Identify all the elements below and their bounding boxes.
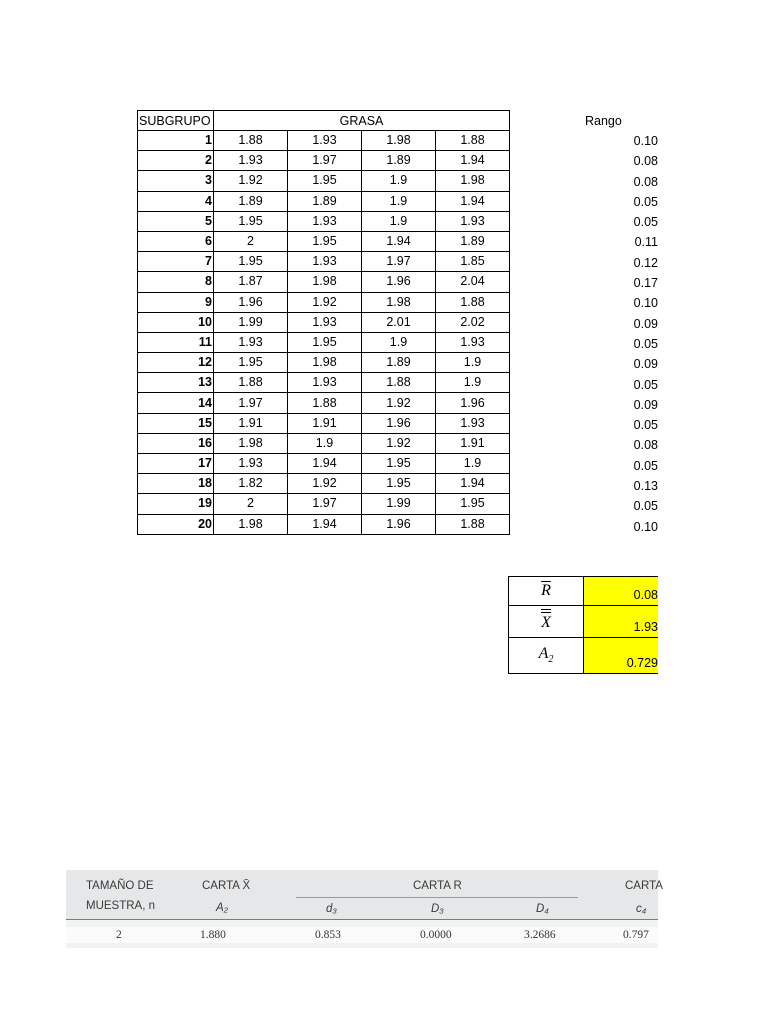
table-row: [138, 494, 510, 514]
grasa-cell[interactable]: 1.91: [288, 413, 362, 433]
subgroup-number[interactable]: 5: [138, 211, 214, 231]
grasa-cell[interactable]: 1.98: [436, 171, 510, 191]
table-row: [138, 312, 510, 332]
rango-value[interactable]: 0.17: [633, 276, 658, 291]
rango-value[interactable]: 0.08: [633, 174, 658, 189]
grasa-cell[interactable]: 1.94: [288, 514, 362, 534]
grasa-cell[interactable]: 1.92: [362, 393, 436, 413]
table-row: [138, 332, 510, 352]
rango-value[interactable]: 0.08: [633, 154, 658, 169]
subgroup-number[interactable]: 18: [138, 474, 214, 494]
grasa-data-table: [137, 110, 510, 535]
grasa-cell[interactable]: 1.89: [288, 191, 362, 211]
summary-table: [508, 576, 658, 674]
grasa-cell[interactable]: 1.9: [362, 191, 436, 211]
reference-constants-image: [66, 870, 663, 948]
grasa-cell[interactable]: 1.88: [436, 131, 510, 151]
grasa-cell[interactable]: 1.95: [214, 353, 288, 373]
rango-value[interactable]: 0.12: [633, 255, 658, 270]
grasa-cell[interactable]: 1.89: [436, 231, 510, 251]
ref-col1-line1: TAMAÑO DE: [86, 880, 154, 892]
rango-value[interactable]: 0.10: [633, 296, 658, 311]
subgroup-number[interactable]: 13: [138, 373, 214, 393]
table-row: [138, 272, 510, 292]
table-row: [138, 171, 510, 191]
ref-r1-D4: 3.2686: [524, 929, 556, 941]
grasa-cell[interactable]: 1.95: [362, 474, 436, 494]
grasa-cell[interactable]: 1.89: [362, 151, 436, 171]
rango-value[interactable]: 0.05: [633, 458, 658, 473]
grasa-cell[interactable]: 2.04: [436, 272, 510, 292]
grasa-cell[interactable]: 1.9: [362, 332, 436, 352]
subgrupo-header: SUBGRUPO: [138, 111, 214, 131]
grasa-cell[interactable]: 1.95: [288, 171, 362, 191]
table-row: [138, 252, 510, 272]
grasa-cell[interactable]: 1.9: [288, 433, 362, 453]
grasa-cell[interactable]: 1.9: [436, 373, 510, 393]
grasa-cell[interactable]: 2: [214, 231, 288, 251]
rango-value[interactable]: 0.09: [633, 397, 658, 412]
grasa-cell[interactable]: 1.95: [362, 454, 436, 474]
ref-carta-r: CARTA R: [413, 880, 462, 892]
grasa-cell[interactable]: 2: [214, 494, 288, 514]
table-row: [138, 292, 510, 312]
grasa-cell[interactable]: 2.01: [362, 312, 436, 332]
rango-column: [560, 110, 658, 537]
subgroup-number[interactable]: 11: [138, 332, 214, 352]
grasa-cell[interactable]: 1.95: [288, 231, 362, 251]
ref-col1-line2: MUESTRA, n: [86, 900, 156, 912]
subgroup-number[interactable]: 10: [138, 312, 214, 332]
grasa-cell[interactable]: 1.88: [436, 514, 510, 534]
grasa-cell[interactable]: 1.93: [214, 454, 288, 474]
grasa-cell[interactable]: 1.92: [214, 171, 288, 191]
rango-value[interactable]: 0.05: [633, 499, 658, 514]
ref-carta-x: CARTA X̄: [202, 880, 251, 892]
ref-h-c4: c₄: [636, 903, 647, 915]
ref-h-d3: d₃: [326, 903, 337, 915]
grasa-cell[interactable]: 1.93: [214, 332, 288, 352]
subgroup-number[interactable]: 19: [138, 494, 214, 514]
grasa-cell[interactable]: 1.92: [288, 292, 362, 312]
table-row: [138, 514, 510, 534]
grasa-cell[interactable]: 1.95: [214, 211, 288, 231]
subgroup-number[interactable]: 4: [138, 191, 214, 211]
ref-h-D4: D₄: [536, 903, 549, 915]
ref-r1-a2: 1.880: [200, 929, 226, 941]
rango-value[interactable]: 0.05: [633, 418, 658, 433]
grasa-cell[interactable]: 1.88: [214, 373, 288, 393]
rango-value[interactable]: 0.08: [633, 438, 658, 453]
grasa-cell[interactable]: 1.88: [362, 373, 436, 393]
grasa-cell[interactable]: 1.95: [214, 252, 288, 272]
ref-h-a2: A₂: [216, 902, 229, 914]
table-row: [138, 373, 510, 393]
subgroup-number[interactable]: 9: [138, 292, 214, 312]
table-row: [138, 211, 510, 231]
a2-value[interactable]: 0.729: [584, 638, 659, 674]
grasa-cell[interactable]: 1.97: [288, 494, 362, 514]
grasa-cell[interactable]: 1.98: [362, 131, 436, 151]
grasa-cell[interactable]: 1.85: [436, 252, 510, 272]
ref-r1-D3: 0.0000: [420, 929, 452, 941]
grasa-cell[interactable]: 1.88: [214, 131, 288, 151]
subgroup-number[interactable]: 8: [138, 272, 214, 292]
subgroup-number[interactable]: 17: [138, 454, 214, 474]
grasa-cell[interactable]: 1.97: [362, 252, 436, 272]
grasa-cell[interactable]: 1.98: [288, 272, 362, 292]
subgroup-number[interactable]: 1: [138, 131, 214, 151]
xbar-symbol: X: [509, 606, 584, 638]
table-row: [138, 131, 510, 151]
grasa-cell[interactable]: 1.96: [214, 292, 288, 312]
grasa-cell[interactable]: 1.94: [288, 454, 362, 474]
grasa-cell[interactable]: 1.96: [362, 272, 436, 292]
grasa-cell[interactable]: 1.95: [288, 332, 362, 352]
grasa-cell[interactable]: 1.87: [214, 272, 288, 292]
xbar-value[interactable]: 1.93: [584, 606, 659, 638]
ref-r1-c4: 0.797: [623, 929, 649, 941]
grasa-cell[interactable]: 1.98: [362, 292, 436, 312]
grasa-cell[interactable]: 1.94: [436, 191, 510, 211]
grasa-cell[interactable]: 1.97: [288, 151, 362, 171]
subgroup-number[interactable]: 6: [138, 231, 214, 251]
grasa-cell[interactable]: 1.93: [436, 211, 510, 231]
rango-value[interactable]: 0.10: [633, 134, 658, 148]
ref-r1-n: 2: [116, 929, 122, 941]
grasa-cell[interactable]: 1.9: [362, 171, 436, 191]
rango-value[interactable]: 0.05: [633, 194, 658, 209]
grasa-cell[interactable]: 1.98: [214, 514, 288, 534]
grasa-cell[interactable]: 1.92: [288, 474, 362, 494]
ref-r1-d3: 0.853: [315, 929, 341, 941]
grasa-cell[interactable]: 1.97: [214, 393, 288, 413]
ref-h-D3-upper: D₃: [431, 903, 444, 915]
subgroup-number[interactable]: 14: [138, 393, 214, 413]
subgroup-number[interactable]: 15: [138, 413, 214, 433]
grasa-cell[interactable]: 1.93: [288, 252, 362, 272]
grasa-cell[interactable]: 1.93: [214, 151, 288, 171]
grasa-cell[interactable]: 1.93: [288, 211, 362, 231]
grasa-cell[interactable]: 1.99: [362, 494, 436, 514]
grasa-cell[interactable]: 1.98: [288, 353, 362, 373]
subgroup-number[interactable]: 7: [138, 252, 214, 272]
rango-value[interactable]: 0.09: [633, 357, 658, 372]
rango-value[interactable]: 0.05: [633, 377, 658, 392]
grasa-cell[interactable]: 1.92: [362, 433, 436, 453]
grasa-cell[interactable]: 1.91: [436, 433, 510, 453]
rango-header: Rango: [585, 114, 622, 128]
subgroup-number[interactable]: 20: [138, 514, 214, 534]
subgroup-number[interactable]: 3: [138, 171, 214, 191]
table-row: [138, 191, 510, 211]
grasa-cell[interactable]: 1.94: [436, 151, 510, 171]
subgroup-number[interactable]: 12: [138, 353, 214, 373]
table-row: [138, 474, 510, 494]
rango-value[interactable]: 0.13: [633, 479, 658, 494]
rbar-value[interactable]: 0.08: [584, 577, 659, 606]
table-row: [138, 353, 510, 373]
grasa-cell[interactable]: 1.9: [436, 353, 510, 373]
grasa-cell[interactable]: 1.93: [288, 131, 362, 151]
grasa-cell[interactable]: 1.96: [436, 393, 510, 413]
subgroup-number[interactable]: 2: [138, 151, 214, 171]
table-row: [138, 231, 510, 251]
grasa-cell[interactable]: 1.93: [288, 312, 362, 332]
grasa-cell[interactable]: 1.95: [436, 494, 510, 514]
grasa-cell[interactable]: 1.89: [214, 191, 288, 211]
grasa-cell[interactable]: 1.89: [362, 353, 436, 373]
grasa-header: GRASA: [214, 111, 510, 131]
grasa-cell[interactable]: 1.82: [214, 474, 288, 494]
grasa-cell[interactable]: 1.96: [362, 514, 436, 534]
grasa-cell[interactable]: 1.99: [214, 312, 288, 332]
grasa-cell[interactable]: 1.9: [362, 211, 436, 231]
ref-carta-s: CARTA: [625, 880, 663, 892]
grasa-cell[interactable]: 2.02: [436, 312, 510, 332]
table-row: [138, 413, 510, 433]
grasa-cell[interactable]: 1.91: [214, 413, 288, 433]
rango-value[interactable]: 0.05: [633, 215, 658, 230]
rango-value[interactable]: 0.09: [633, 316, 658, 331]
table-row: [138, 433, 510, 453]
grasa-cell[interactable]: 1.88: [288, 393, 362, 413]
table-row: [138, 393, 510, 413]
a2-symbol: $A_2$: [509, 638, 584, 674]
subgroup-number[interactable]: 16: [138, 433, 214, 453]
grasa-cell[interactable]: 1.93: [436, 332, 510, 352]
rango-value[interactable]: 0.10: [633, 519, 658, 534]
rango-value[interactable]: 0.05: [633, 336, 658, 351]
rbar-symbol: $\overline{R}$: [509, 577, 584, 606]
rango-value[interactable]: 0.11: [634, 235, 658, 250]
grasa-cell[interactable]: 1.88: [436, 292, 510, 312]
grasa-cell[interactable]: 1.93: [436, 413, 510, 433]
grasa-cell[interactable]: 1.9: [436, 454, 510, 474]
grasa-cell[interactable]: 1.94: [436, 474, 510, 494]
grasa-cell[interactable]: 1.98: [214, 433, 288, 453]
table-row: [138, 454, 510, 474]
grasa-cell[interactable]: 1.93: [288, 373, 362, 393]
grasa-cell[interactable]: 1.94: [362, 231, 436, 251]
grasa-cell[interactable]: 1.96: [362, 413, 436, 433]
table-row: [138, 151, 510, 171]
